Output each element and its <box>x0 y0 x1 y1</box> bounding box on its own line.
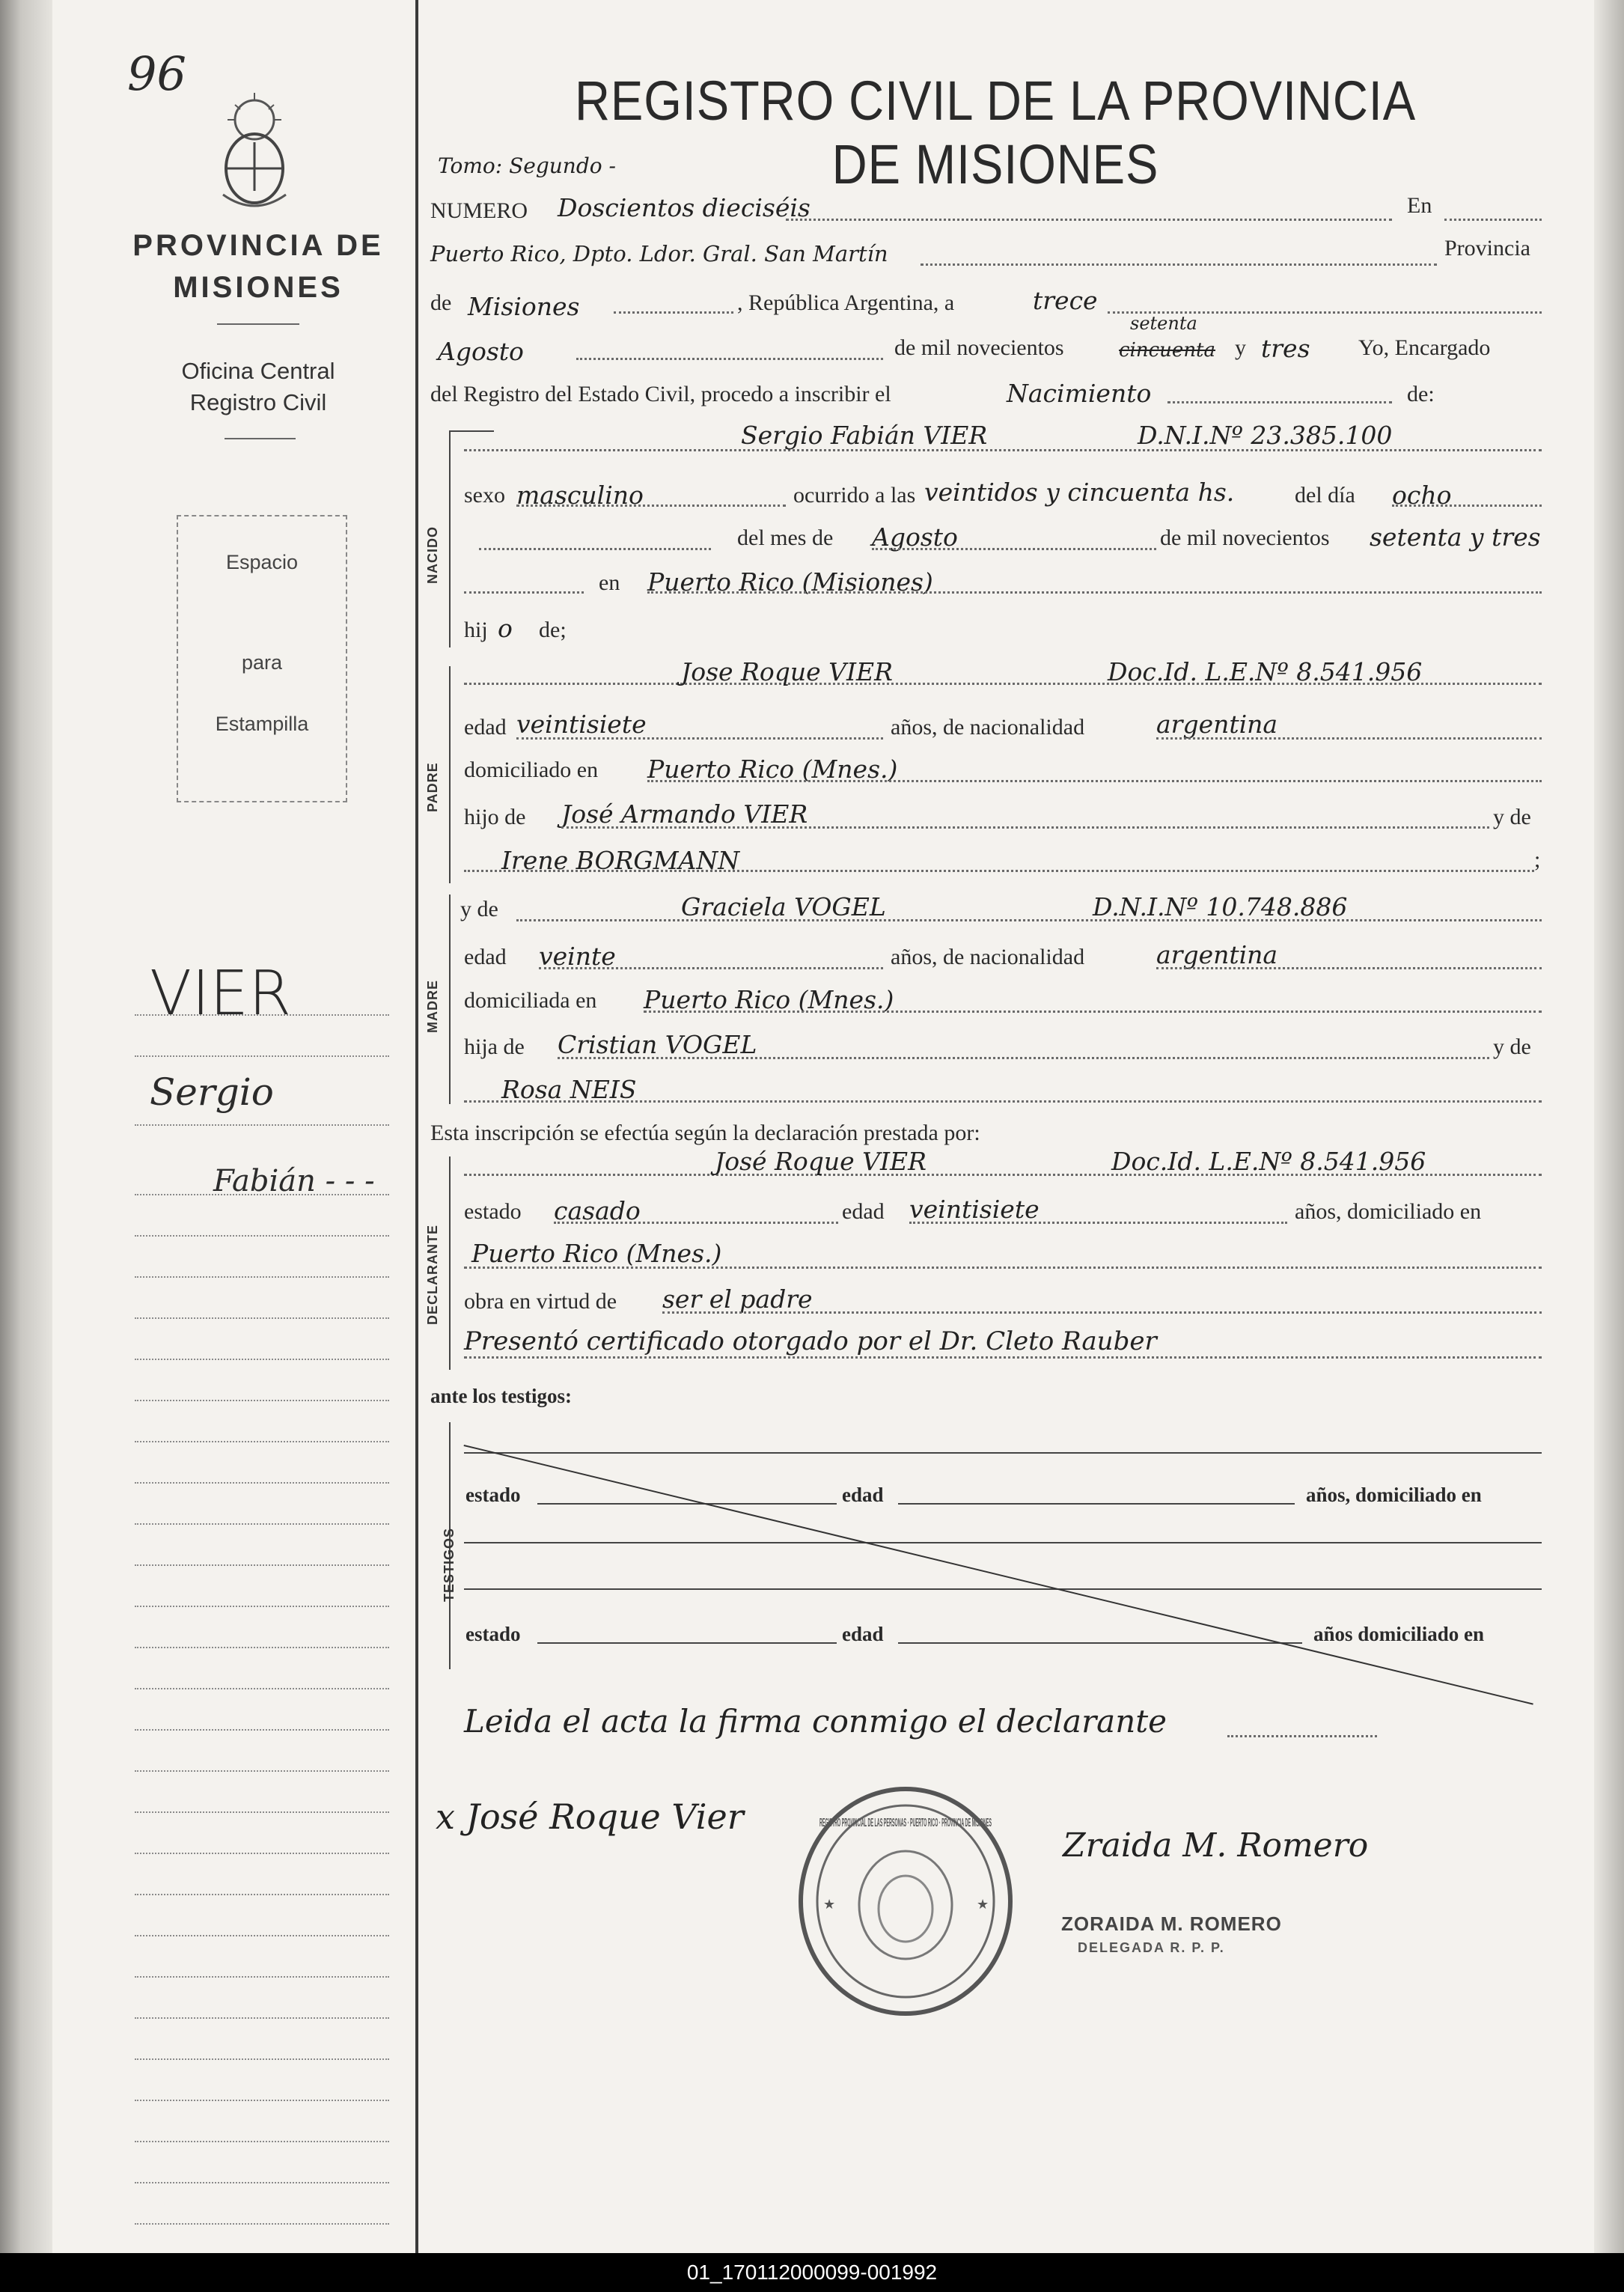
margin-line <box>135 1688 389 1691</box>
declarante-nota-value: Presentó certificado otorgado por el Dr. Cleto Rauber <box>464 1326 1157 1356</box>
lugar-value: Puerto Rico (Misiones) <box>647 567 933 597</box>
office-line-2: Registro Civil <box>189 389 327 415</box>
year-struck-value: cincuenta <box>1119 339 1216 362</box>
madre-nacionalidad-value: argentina <box>1156 940 1278 969</box>
padre-name-value: Jose Roque VIER <box>681 657 893 686</box>
fill-line <box>909 1222 1287 1225</box>
year-y-label: y <box>1235 335 1246 360</box>
margin-line <box>135 2182 389 2185</box>
mil-label: de mil novecientos <box>894 335 1064 360</box>
fill-line <box>1156 967 1542 971</box>
section-bracket <box>449 894 451 1104</box>
fill-line <box>1167 401 1392 405</box>
fill-line <box>647 591 1542 595</box>
margin-line <box>135 1359 389 1362</box>
del-mes-label: del mes de <box>737 525 834 550</box>
numero-value: Doscientos dieciséis <box>558 193 811 222</box>
testigo1-anios-label: años, domiciliado en <box>1306 1484 1482 1506</box>
image-id-bar <box>0 2253 1624 2292</box>
officer-role: DELEGADA R. P. P. <box>1078 1940 1225 1955</box>
padre-end-mark: ; <box>1534 847 1541 872</box>
fill-line <box>614 311 733 315</box>
madre-doc-value: D.N.I.Nº 10.748.886 <box>1093 892 1348 921</box>
stamp-box-line-1: Espacio <box>225 551 299 573</box>
fill-line <box>1227 1735 1377 1739</box>
anio-value: setenta y tres <box>1370 522 1541 552</box>
declarante-edad-label: edad <box>842 1199 885 1224</box>
madre-madre-de-value: Rosa NEIS <box>501 1075 637 1104</box>
margin-line <box>135 1441 389 1444</box>
section-bracket <box>449 430 494 432</box>
officer-name: ZORAIDA M. ROMERO <box>1061 1912 1282 1935</box>
testigo-line <box>464 1588 1542 1590</box>
padre-padre-de-value: José Armando VIER <box>561 799 808 829</box>
province-value: Misiones <box>468 292 580 321</box>
fill-line <box>921 263 1437 267</box>
declarante-obra-value: ser el padre <box>662 1284 813 1314</box>
margin-line <box>135 1523 389 1526</box>
padre-anios-label: años, de nacionalidad <box>891 715 1085 740</box>
closing-text: Leida el acta la firma conmigo el declarante <box>464 1703 1167 1740</box>
fill-line <box>479 548 711 552</box>
madre-edad-label: edad <box>464 945 507 969</box>
fill-line <box>464 1267 1542 1270</box>
fill-line <box>464 870 1534 874</box>
declarante-estado-label: estado <box>464 1199 522 1224</box>
year-units-value: tres <box>1261 334 1310 363</box>
fill-line <box>1392 505 1542 508</box>
testigo-line <box>898 1503 1295 1505</box>
fill-line <box>464 1100 1542 1104</box>
fill-line <box>464 591 584 595</box>
padre-doc-value: Doc.Id. L.E.Nº 8.541.956 <box>1108 657 1423 686</box>
declarante-doc-value: Doc.Id. L.E.Nº 8.541.956 <box>1111 1147 1426 1176</box>
testigo1-estado-label: estado <box>465 1484 521 1506</box>
fill-line <box>1156 737 1542 741</box>
margin-line <box>135 1770 389 1773</box>
madre-name-value: Graciela VOGEL <box>681 892 886 921</box>
fill-line <box>644 1011 1542 1014</box>
svg-text:★: ★ <box>823 1897 836 1912</box>
testigos-section-label: TESTIGOS <box>442 1527 457 1602</box>
divider <box>225 438 296 439</box>
sexo-value: masculino <box>516 481 644 510</box>
padre-hijo-label: hijo de <box>464 805 526 829</box>
testigos-intro: ante los testigos: <box>430 1385 572 1407</box>
fill-line <box>576 358 883 362</box>
image-id: 01_170112000099-001992 <box>686 2261 938 2284</box>
testigo1-edad-label: edad <box>842 1484 884 1506</box>
testigo-line <box>464 1452 1542 1454</box>
margin-line <box>135 1976 389 1979</box>
madre-anios-label: años, de nacionalidad <box>891 945 1085 969</box>
fill-line <box>662 1311 1542 1315</box>
madre-padre-de-value: Cristian VOGEL <box>558 1030 757 1059</box>
declarante-edad-value: veintisiete <box>909 1195 1040 1224</box>
testigo2-estado-label: estado <box>465 1623 521 1645</box>
madre-domicilio-label: domiciliada en <box>464 988 597 1013</box>
testigo-line <box>537 1503 837 1505</box>
margin-middle-name: Fabián - - - <box>213 1164 375 1198</box>
fill-line <box>516 505 786 508</box>
officer-signature: Zraida M. Romero <box>1063 1826 1369 1865</box>
madre-domicilio-value: Puerto Rico (Mnes.) <box>644 985 894 1014</box>
document-title: REGISTRO CIVIL DE LA PROVINCIA DE MISIONES <box>574 70 1417 195</box>
hijo-suffix: o <box>498 614 513 643</box>
margin-line <box>135 1647 389 1650</box>
margin-line <box>135 2223 389 2226</box>
page-number: 96 <box>127 46 186 101</box>
testigo-line <box>464 1542 1542 1543</box>
section-bracket <box>449 666 451 883</box>
province-line-1: PROVINCIA DE <box>132 229 384 262</box>
provincia-label: Provincia <box>1444 236 1530 260</box>
fill-line <box>539 967 883 971</box>
madre-edad-value: veinte <box>539 942 616 971</box>
margin-line <box>135 1482 389 1485</box>
registro-text: del Registro del Estado Civil, procedo a inscribir el <box>430 382 891 406</box>
declarante-obra-label: obra en virtud de <box>464 1289 617 1314</box>
book-binding-edge <box>0 0 52 2292</box>
declarante-domicilio-value: Puerto Rico (Mnes.) <box>471 1239 722 1268</box>
margin-surname: VIER <box>150 958 292 1029</box>
margin-line <box>135 1729 389 1732</box>
margin-line <box>135 1014 389 1017</box>
fill-line <box>1444 219 1542 222</box>
declarant-signature: x José Roque Vier <box>436 1796 744 1837</box>
testigo-line <box>537 1642 837 1644</box>
margin-line <box>135 1935 389 1938</box>
svg-text:★: ★ <box>977 1897 989 1912</box>
margin-first-name: Sergio <box>150 1070 274 1114</box>
padre-y-de-label: y de <box>1493 805 1531 829</box>
stamp-box-line-3: Estampilla <box>215 713 309 735</box>
official-stamp-seal <box>793 1782 1018 2021</box>
nacido-name-value: Sergio Fabián VIER <box>741 421 988 450</box>
nacido-en-label: en <box>599 570 620 595</box>
place-value: Puerto Rico, Dpto. Ldor. Gral. San Martín <box>430 241 888 266</box>
hijo-de-label: de; <box>539 618 567 642</box>
fill-line <box>558 1057 1489 1061</box>
divider <box>217 323 299 325</box>
margin-line <box>135 1564 389 1567</box>
fill-line <box>464 1356 1542 1360</box>
declarante-section-label: DECLARANTE <box>425 1225 440 1325</box>
margin-line <box>135 1055 389 1058</box>
madre-section-label: MADRE <box>425 980 440 1033</box>
stamp-space-box <box>177 515 347 802</box>
numero-label: NUMERO <box>430 198 528 223</box>
fill-line <box>872 548 1156 552</box>
year-inserted-value: setenta <box>1130 313 1197 334</box>
margin-line <box>135 2141 389 2144</box>
padre-domicilio-value: Puerto Rico (Mnes.) <box>647 755 898 784</box>
acto-value: Nacimiento <box>1007 379 1152 408</box>
del-dia-label: del día <box>1295 483 1355 508</box>
fill-line <box>786 219 1392 222</box>
padre-edad-label: edad <box>464 715 507 740</box>
de-label: de <box>430 290 452 315</box>
office-line-1: Oficina Central <box>181 358 335 384</box>
hijo-label: hij <box>464 618 488 642</box>
office-heading <box>142 356 374 418</box>
testigo2-anios-label: años domiciliado en <box>1313 1623 1485 1645</box>
padre-section-label: PADRE <box>425 762 440 812</box>
republica-label: , República Argentina, a <box>737 290 955 315</box>
section-bracket <box>449 430 451 647</box>
margin-line <box>135 1853 389 1856</box>
margin-line <box>135 1276 389 1279</box>
coat-of-arms-icon <box>210 90 299 210</box>
declarante-anios-label: años, domiciliado en <box>1295 1199 1482 1224</box>
tomo-value: Tomo: Segundo - <box>438 153 616 178</box>
stamp-box-line-2: para <box>241 651 283 674</box>
fill-line <box>516 737 883 741</box>
margin-line <box>135 1194 389 1197</box>
month-value: Agosto <box>438 337 524 366</box>
margin-line <box>135 2100 389 2103</box>
padre-domicilio-label: domiciliado en <box>464 758 599 782</box>
margin-line <box>135 2017 389 2020</box>
hora-value: veintidos y cincuenta hs. <box>924 478 1235 507</box>
margin-line <box>135 1124 389 1127</box>
nacido-section-label: NACIDO <box>425 526 440 584</box>
testigo2-edad-label: edad <box>842 1623 884 1645</box>
margin-line <box>135 1317 389 1320</box>
stamp-text: REGISTRO PROVINCIAL DE LAS PERSONAS · PUERTO RICO · PROVINCIA DE MISIONES <box>819 1817 992 1829</box>
margin-line <box>135 2058 389 2061</box>
fill-line <box>647 780 1542 784</box>
day-value: trece <box>1033 286 1098 315</box>
madre-y-de2-label: y de <box>1493 1034 1531 1059</box>
declarante-estado-value: casado <box>554 1196 641 1225</box>
margin-line <box>135 1400 389 1403</box>
margin-line <box>135 1235 389 1238</box>
province-heading <box>112 225 404 308</box>
padre-nacionalidad-value: argentina <box>1156 710 1278 739</box>
padre-edad-value: veintisiete <box>516 710 647 739</box>
fill-line <box>561 826 1489 830</box>
margin-divider <box>415 0 418 2253</box>
ocurrido-label: ocurrido a las <box>793 483 916 508</box>
nacido-doc-value: D.N.I.Nº 23.385.100 <box>1138 421 1393 450</box>
section-bracket <box>449 1156 451 1370</box>
margin-line <box>135 1606 389 1609</box>
sexo-label: sexo <box>464 483 505 508</box>
margin-line <box>135 1894 389 1897</box>
fill-line <box>516 919 1542 923</box>
de3-label: de: <box>1407 382 1435 406</box>
madre-hija-label: hija de <box>464 1034 525 1059</box>
padre-madre-de-value: Irene BORGMANN <box>501 846 740 875</box>
en-label: En <box>1407 193 1432 218</box>
madre-y-de-label: y de <box>460 897 498 921</box>
yo-label: Yo, Encargado <box>1358 335 1491 360</box>
margin-line <box>135 1811 389 1814</box>
dia-value: ocho <box>1392 481 1452 510</box>
page-right-edge <box>1594 0 1624 2292</box>
testigo-line <box>898 1642 1302 1644</box>
fill-line <box>554 1222 838 1225</box>
mil2-label: de mil novecientos <box>1160 525 1330 550</box>
mes-value: Agosto <box>872 522 958 552</box>
declarante-name-value: José Roque VIER <box>715 1147 927 1176</box>
province-line-2: MISIONES <box>173 271 344 304</box>
declarante-intro: Esta inscripción se efectúa según la declaración prestada por: <box>430 1121 980 1145</box>
